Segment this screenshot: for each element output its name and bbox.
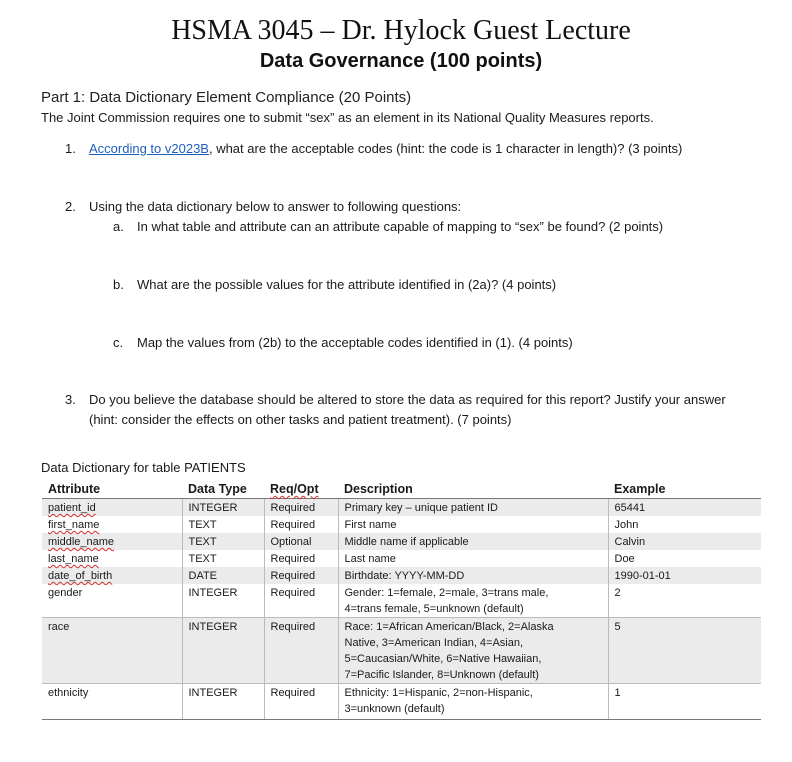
cell-example: 2 bbox=[608, 584, 761, 618]
column-header-description: Description bbox=[338, 479, 608, 499]
question-3-number: 3. bbox=[65, 392, 76, 407]
question-2b-letter: b. bbox=[113, 277, 124, 292]
question-1-number: 1. bbox=[65, 141, 76, 156]
cell-description bbox=[338, 584, 608, 618]
description-line: Gender: 1=female, 2=male, 3=trans male, bbox=[344, 587, 549, 599]
cell-type: INTEGER bbox=[182, 684, 264, 720]
description-line: 5=Caucasian/White, 6=Native Hawaiian, bbox=[344, 653, 542, 665]
cell-type: TEXT bbox=[182, 516, 264, 533]
part1-heading: Part 1: Data Dictionary Element Compliance (20 Points) bbox=[41, 89, 412, 106]
cell-req: Required bbox=[264, 499, 338, 517]
question-2a-letter: a. bbox=[113, 219, 124, 234]
cell-attribute bbox=[42, 567, 182, 584]
question-2c-letter: c. bbox=[113, 335, 124, 350]
cell-type: DATE bbox=[182, 567, 264, 584]
attribute-name: first_name bbox=[48, 519, 100, 531]
description-line: Ethnicity: 1=Hispanic, 2=non-Hispanic, bbox=[344, 687, 533, 699]
table-row bbox=[42, 516, 761, 533]
v2023b-link[interactable]: According to v2023B bbox=[89, 141, 209, 156]
description-line: Native, 3=American Indian, 4=Asian, bbox=[344, 637, 524, 649]
column-header-data-type: Data Type bbox=[182, 479, 264, 499]
cell-description: Primary key – unique patient ID bbox=[338, 499, 608, 517]
cell-description: First name bbox=[338, 516, 608, 533]
cell-description bbox=[338, 618, 608, 684]
cell-description: Last name bbox=[338, 550, 608, 567]
attribute-name: patient_id bbox=[48, 502, 96, 514]
cell-attribute bbox=[42, 516, 182, 533]
cell-type: INTEGER bbox=[182, 499, 264, 517]
attribute-name: last_name bbox=[48, 553, 99, 565]
cell-req: Required bbox=[264, 618, 338, 684]
cell-example: John bbox=[608, 516, 761, 533]
attribute-name: date_of_birth bbox=[48, 570, 113, 582]
cell-example: Calvin bbox=[608, 533, 761, 550]
question-1-body: , what are the acceptable codes (hint: the code is 1 character in length)? (3 points) bbox=[208, 141, 683, 156]
question-3-line-2: (hint: consider the effects on other tasks and patient treatment). (7 points) bbox=[89, 412, 512, 427]
column-header-attribute: Attribute bbox=[42, 479, 182, 499]
cell-attribute: gender bbox=[48, 587, 83, 599]
question-2-number: 2. bbox=[65, 199, 76, 214]
question-1-text bbox=[89, 139, 682, 159]
cell-type: INTEGER bbox=[182, 584, 264, 618]
cell-attribute bbox=[42, 533, 182, 550]
document-subtitle: Data Governance (100 points) bbox=[259, 50, 543, 72]
cell-example: 1990-01-01 bbox=[608, 567, 761, 584]
cell-example: 65441 bbox=[608, 499, 761, 517]
question-2-text: Using the data dictionary below to answer to following questions: bbox=[89, 199, 462, 214]
cell-attribute bbox=[42, 550, 182, 567]
data-dictionary-table bbox=[42, 479, 761, 720]
cell-req: Required bbox=[264, 516, 338, 533]
description-line: 7=Pacific Islander, 8=Unknown (default) bbox=[344, 669, 539, 681]
cell-description: Middle name if applicable bbox=[338, 533, 608, 550]
cell-example: Doe bbox=[608, 550, 761, 567]
cell-attribute: race bbox=[42, 618, 182, 684]
cell-req: Optional bbox=[264, 533, 338, 550]
table-row bbox=[42, 499, 761, 517]
description-line: 3=unknown (default) bbox=[344, 703, 445, 715]
cell-req: Required bbox=[264, 567, 338, 584]
cell-example: 1 bbox=[608, 684, 761, 720]
table-row bbox=[42, 550, 761, 567]
column-header-req-opt bbox=[264, 479, 338, 499]
cell-req: Required bbox=[264, 584, 338, 618]
cell-attribute: ethnicity bbox=[42, 684, 182, 720]
cell-attribute bbox=[42, 499, 182, 517]
cell-example: 5 bbox=[608, 618, 761, 684]
cell-type: TEXT bbox=[182, 533, 264, 550]
cell-type: TEXT bbox=[182, 550, 264, 567]
cell-description bbox=[338, 684, 608, 720]
table-header-row bbox=[42, 479, 761, 499]
question-2a-text: In what table and attribute can an attribute capable of mapping to “sex” be found? (2 points) bbox=[137, 219, 664, 234]
cell-type: INTEGER bbox=[182, 618, 264, 684]
req-opt-label: Req/Opt bbox=[270, 482, 319, 496]
part1-intro: The Joint Commission requires one to submit “sex” as an element in its National Quality Measures reports. bbox=[41, 110, 654, 125]
column-header-example: Example bbox=[608, 479, 761, 499]
cell-req: Required bbox=[264, 684, 338, 720]
cell-description: Birthdate: YYYY-MM-DD bbox=[338, 567, 608, 584]
question-2b-text: What are the possible values for the attribute identified in (2a)? (4 points) bbox=[137, 277, 557, 292]
document-title: HSMA 3045 – Dr. Hylock Guest Lecture bbox=[171, 15, 631, 46]
table-row bbox=[42, 567, 761, 584]
table-row bbox=[42, 533, 761, 550]
table-row bbox=[42, 684, 761, 720]
question-2c-text: Map the values from (2b) to the acceptable codes identified in (1). (4 points) bbox=[137, 335, 573, 350]
cell-req: Required bbox=[264, 550, 338, 567]
data-dictionary-heading: Data Dictionary for table PATIENTS bbox=[41, 460, 246, 475]
table-row bbox=[42, 618, 761, 684]
table-row bbox=[42, 584, 761, 618]
description-line: Race: 1=African American/Black, 2=Alaska bbox=[344, 621, 554, 633]
question-3-line-1: Do you believe the database should be altered to store the data as required for this report? Justify your answer bbox=[89, 392, 726, 407]
description-line: 4=trans female, 5=unknown (default) bbox=[344, 603, 524, 615]
attribute-name: middle_name bbox=[48, 536, 115, 548]
